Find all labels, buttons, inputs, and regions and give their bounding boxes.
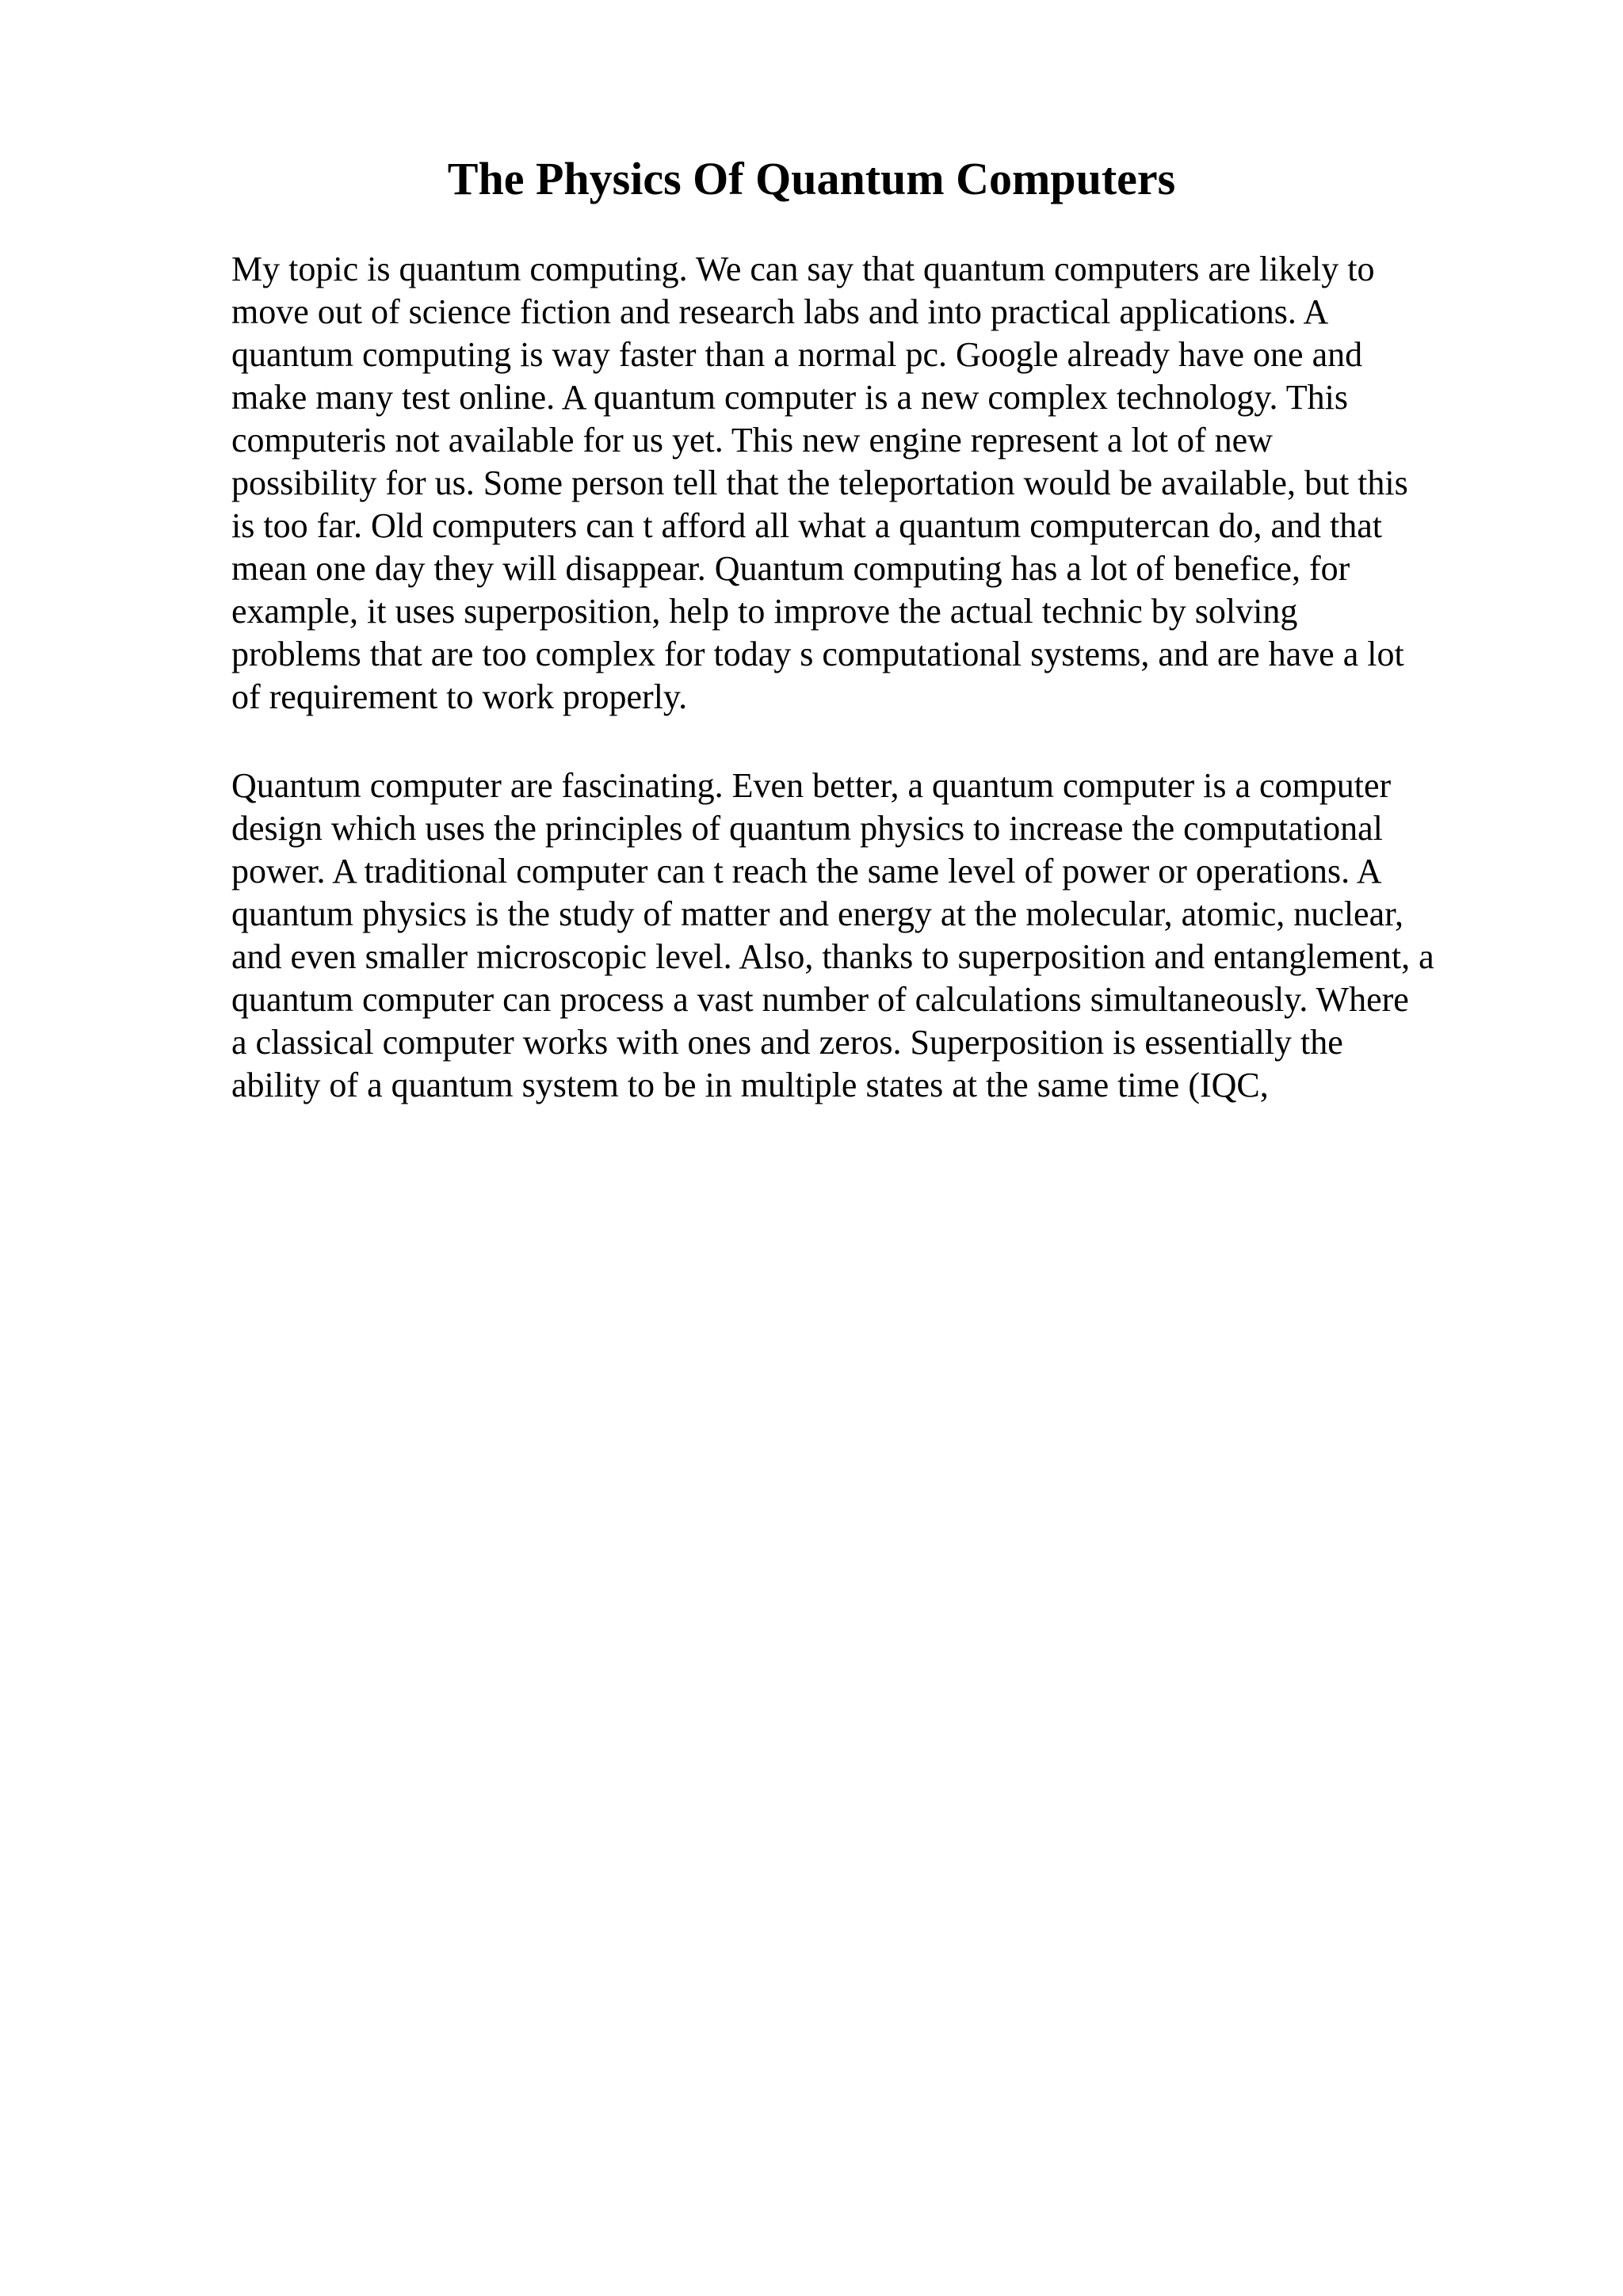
paragraph-line: example, it uses superposition, help to improve the actual technic by solving <box>231 592 1298 631</box>
paragraph-line: ability of a quantum system to be in multiple states at the same time (IQC, <box>231 1066 1269 1104</box>
paragraph-line: Quantum computer are fascinating. Even better, a quantum computer is a computer <box>231 766 1392 805</box>
paragraph-line: possibility for us. Some person tell that the teleportation would be available, but this <box>231 463 1408 502</box>
paragraph-line: power. A traditional computer can t reach the same level of power or operations. A <box>231 852 1382 891</box>
paragraph-1 <box>231 248 1408 719</box>
paragraph-2 <box>231 765 1434 1107</box>
paragraph-line: My topic is quantum computing. We can say that quantum computers are likely to <box>231 250 1375 288</box>
paragraph-line: move out of science fiction and research labs and into practical applications. A <box>231 292 1329 331</box>
paragraph-line: of requirement to work properly. <box>231 677 688 716</box>
paragraph-line: is too far. Old computers can t afford all what a quantum computercan do, and that <box>231 506 1382 545</box>
document-title: The Physics Of Quantum Computers <box>447 153 1176 204</box>
paragraph-line: problems that are too complex for today s computational systems, and are have a lot <box>231 635 1404 673</box>
paragraph-line: computeris not available for us yet. This new engine represent a lot of new <box>231 421 1273 460</box>
paragraph-line: quantum physics is the study of matter and energy at the molecular, atomic, nuclear, <box>231 894 1404 933</box>
paragraph-line: quantum computer can process a vast number of calculations simultaneously. Where <box>231 980 1409 1019</box>
paragraph-line: make many test online. A quantum computer is a new complex technology. This <box>231 378 1348 417</box>
paragraph-line: design which uses the principles of quantum physics to increase the computational <box>231 809 1383 848</box>
paragraph-line: a classical computer works with ones and zeros. Superposition is essentially the <box>231 1023 1343 1062</box>
paragraph-line: and even smaller microscopic level. Also, thanks to superposition and entanglement, a <box>231 937 1434 976</box>
paragraph-line: quantum computing is way faster than a normal pc. Google already have one and <box>231 335 1363 374</box>
paragraph-line: mean one day they will disappear. Quantum computing has a lot of benefice, for <box>231 549 1350 588</box>
